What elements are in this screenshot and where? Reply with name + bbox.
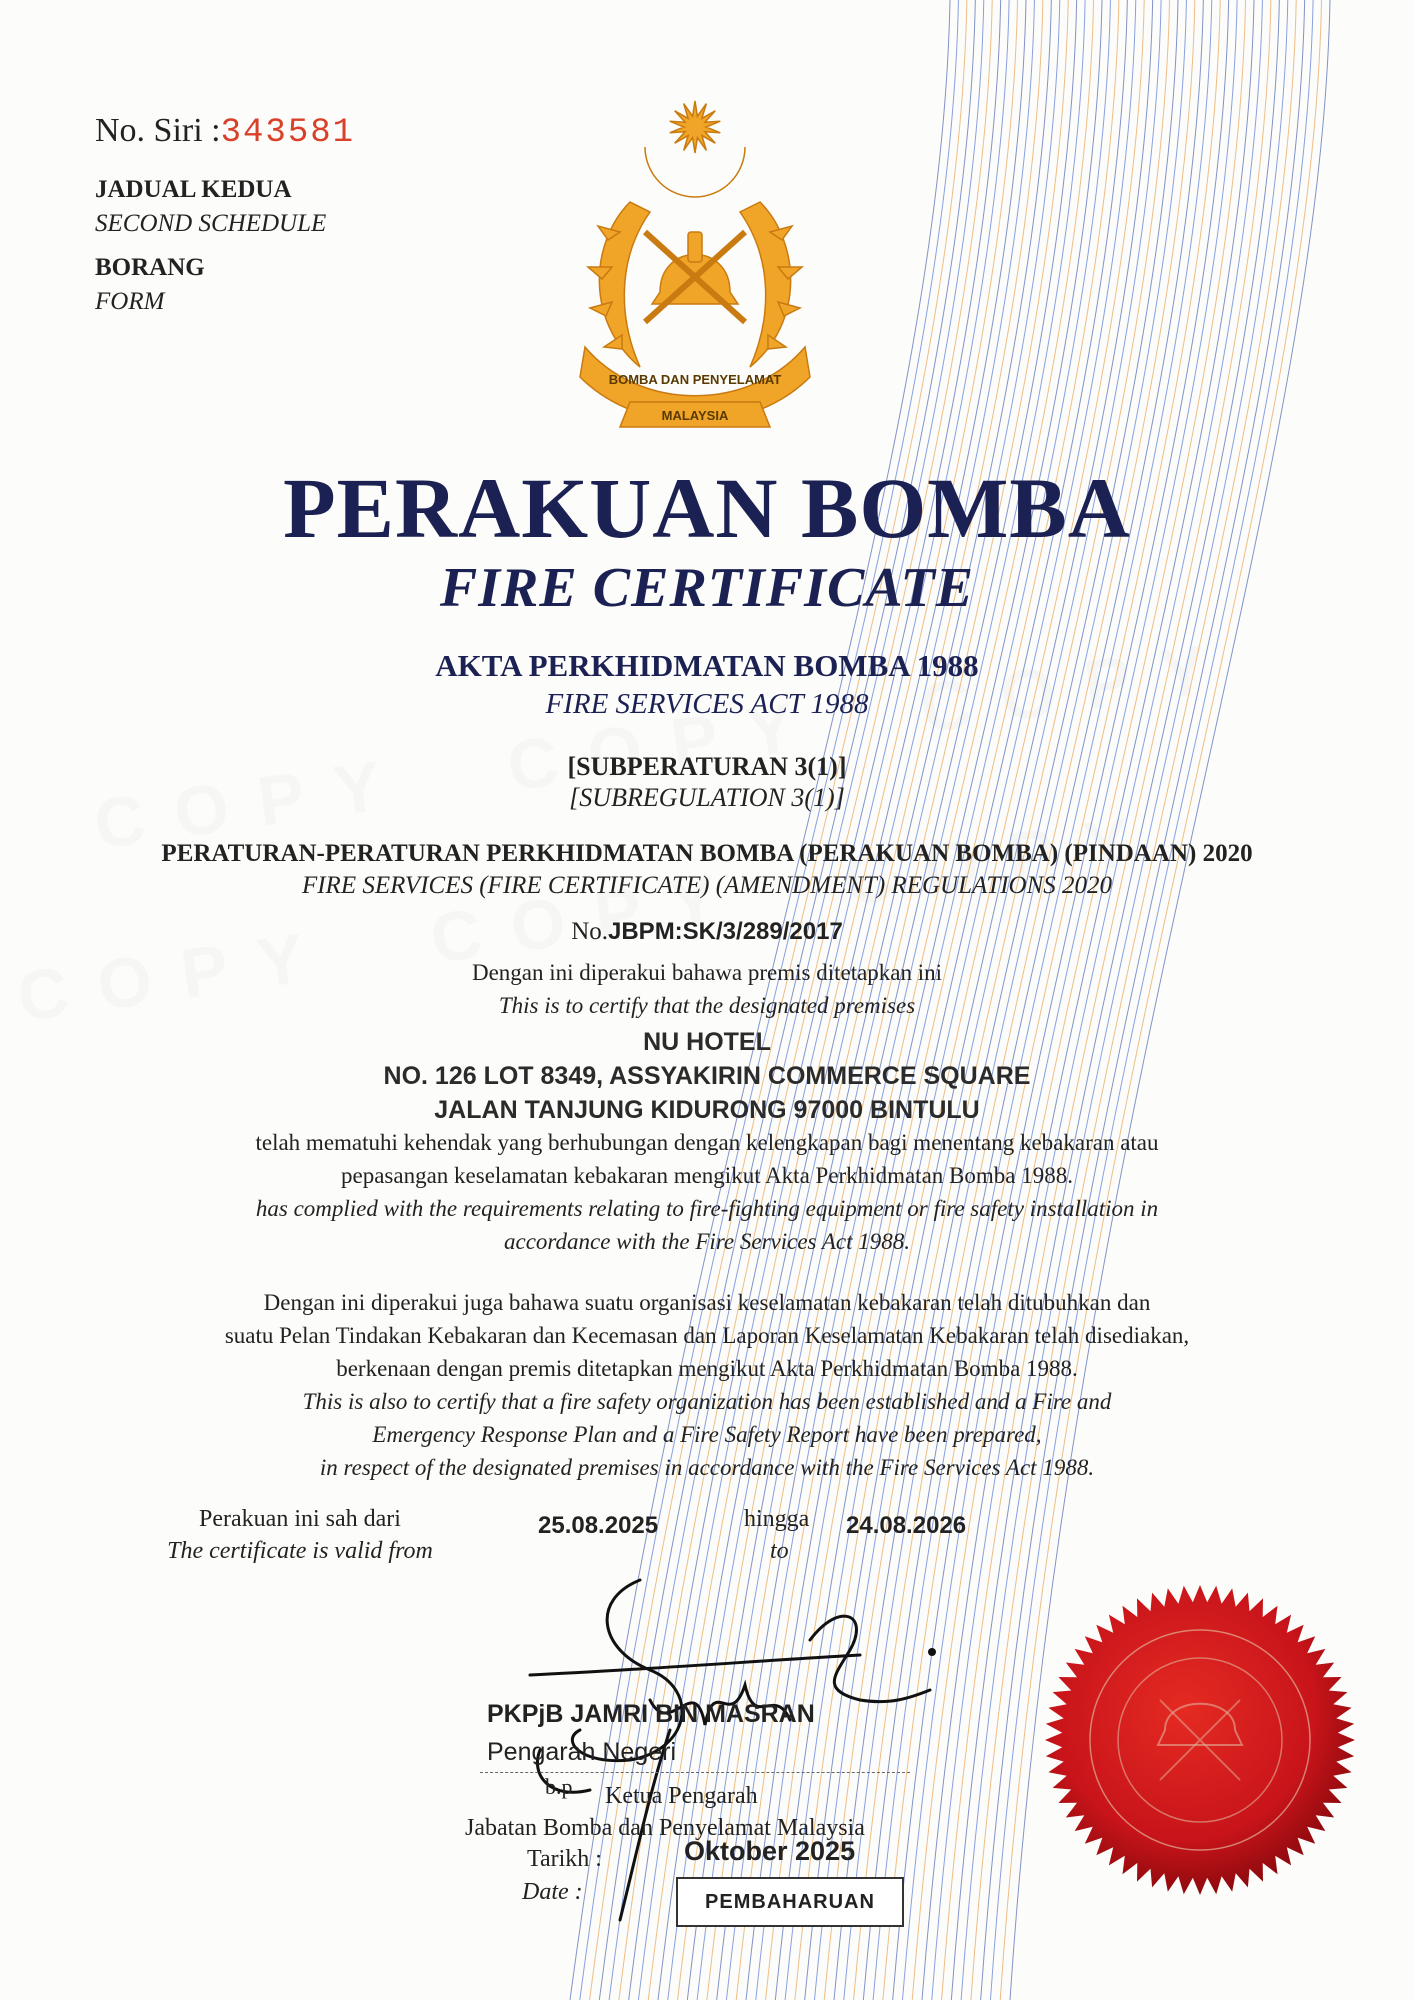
signatory-position: Pengarah Negeri [487, 1738, 677, 1766]
date-label-malay: Tarikh : [527, 1846, 602, 1872]
reference-prefix: No. [571, 918, 608, 945]
renewal-stamp: PEMBAHARUAN [676, 1877, 904, 1927]
act-malay: AKTA PERKHIDMATAN BOMBA 1988 [435, 648, 979, 683]
schedule-english: SECOND SCHEDULE [95, 210, 327, 237]
serial-number [95, 112, 355, 152]
emblem-ribbon-text: BOMBA DAN PENYELAMAT [608, 372, 782, 387]
date-issued-value: Oktober 2025 [684, 1836, 856, 1866]
organization-malay-2: suatu Pelan Tindakan Kebakaran dan Kecemasan dan Laporan Keselamatan Kebakaran telah disediakan, [224, 1323, 1190, 1348]
regulations-malay: PERATURAN-PERATURAN PERKHIDMATAN BOMBA (PERAKUAN BOMBA) (PINDAAN) 2020 [161, 840, 1253, 867]
form-malay: BORANG [95, 254, 205, 281]
organization-english-3: in respect of the designated premises in accordance with the Fire Services Act 1988. [319, 1455, 1095, 1480]
valid-to-malay: hingga [744, 1506, 810, 1532]
valid-from-date: 25.08.2025 [538, 1512, 659, 1539]
subregulation-malay: [SUBPERATURAN 3(1)] [567, 752, 847, 781]
bomba-emblem [560, 92, 830, 437]
premises-address-line2: JALAN TANJUNG KIDURONG 97000 BINTULU [434, 1096, 980, 1124]
serial-value: 343581 [220, 114, 356, 152]
organization-english-2: Emergency Response Plan and a Fire Safety Report have been prepared, [372, 1422, 1042, 1447]
schedule-malay: JADUAL KEDUA [95, 176, 292, 203]
date-label-english: Date : [522, 1879, 583, 1905]
compliance-english-1: has complied with the requirements relating to fire-fighting equipment or fire safety installation in [255, 1196, 1159, 1221]
title-english: FIRE CERTIFICATE [439, 557, 975, 619]
regulations-english: FIRE SERVICES (FIRE CERTIFICATE) (AMENDMENT) REGULATIONS 2020 [301, 872, 1113, 899]
act-english: FIRE SERVICES ACT 1988 [545, 688, 869, 720]
reference-number [0, 918, 1414, 946]
compliance-malay-1: telah mematuhi kehendak yang berhubungan dengan kelengkapan bagi menentang kebakaran atau [255, 1130, 1159, 1155]
organization-english-1: This is also to certify that a fire safety organization has been established and a Fire and [302, 1389, 1112, 1414]
premises-address-line1: NO. 126 LOT 8349, ASSYAKIRIN COMMERCE SQUARE [383, 1062, 1031, 1090]
form-english: FORM [95, 288, 165, 315]
reference-value: JBPM:SK/3/289/2017 [608, 918, 843, 945]
title-malay: PERAKUAN BOMBA [283, 460, 1131, 556]
signatory-name: PKPjB JAMRI BIN MASRAN [487, 1700, 815, 1728]
valid-from-english: The certificate is valid from [167, 1538, 433, 1564]
signatory-department: Jabatan Bomba dan Penyelamat Malaysia [465, 1815, 865, 1841]
red-seal [1040, 1580, 1360, 1900]
certify-intro-english: This is to certify that the designated premises [498, 993, 916, 1018]
organization-malay-1: Dengan ini diperakui juga bahawa suatu organisasi keselamatan kebakaran telah ditubuhkan dan [263, 1290, 1151, 1315]
signatory-on-behalf: Ketua Pengarah [605, 1783, 758, 1809]
valid-from-malay: Perakuan ini sah dari [199, 1506, 401, 1532]
valid-to-english: to [770, 1538, 789, 1564]
organization-malay-3: berkenaan dengan premis ditetapkan mengikut Akta Perkhidmatan Bomba 1988. [336, 1356, 1078, 1381]
compliance-english-2: accordance with the Fire Services Act 1988. [503, 1229, 910, 1254]
emblem-scroll-text: MALAYSIA [661, 408, 729, 423]
compliance-malay-2: pepasangan keselamatan kebakaran mengikut Akta Perkhidmatan Bomba 1988. [341, 1163, 1073, 1188]
valid-to-date: 24.08.2026 [846, 1512, 967, 1539]
subregulation-english: [SUBREGULATION 3(1)] [569, 783, 845, 812]
serial-label: No. Siri : [95, 112, 221, 149]
signature-line [480, 1772, 910, 1773]
signatory-bp: b.p [545, 1774, 573, 1799]
premises-name: NU HOTEL [643, 1028, 771, 1056]
certify-intro-malay: Dengan ini diperakui bahawa premis ditetapkan ini [471, 960, 943, 985]
